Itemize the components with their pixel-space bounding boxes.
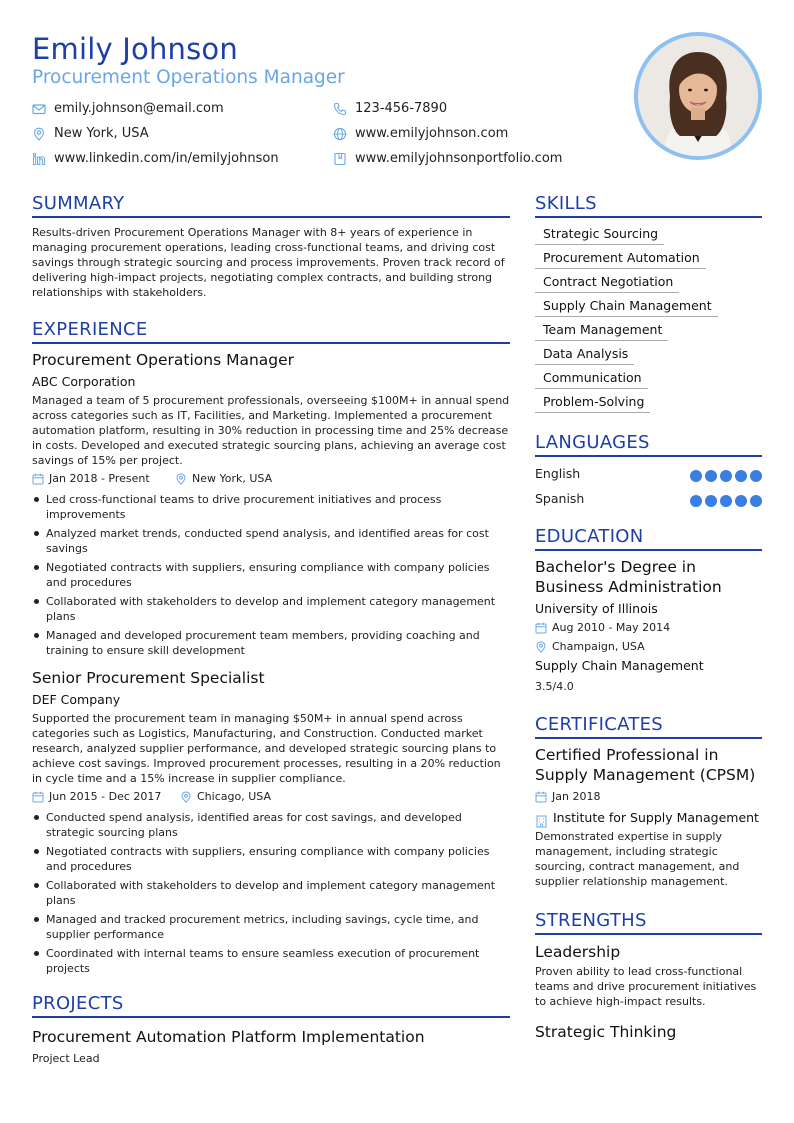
strengths-heading: STRENGTHS — [535, 909, 762, 935]
level-dot — [720, 495, 732, 507]
skill-tag: Procurement Automation — [535, 248, 706, 269]
job-meta — [32, 471, 510, 487]
major-text: Supply Chain Management — [535, 658, 704, 673]
list-item: Coordinated with internal teams to ensure seamless execution of procurement projects — [32, 946, 510, 976]
job-location: New York, USA — [192, 472, 273, 485]
language-level — [690, 470, 762, 482]
list-item: Negotiated contracts with suppliers, ensuring compliance with company policies and procedures — [32, 560, 510, 590]
issuer-text: Institute for Supply Management — [553, 810, 759, 825]
level-dot — [750, 495, 762, 507]
certificate-date — [535, 789, 762, 805]
date-range: Aug 2010 - May 2014 — [552, 621, 671, 634]
skill-tag: Data Analysis — [535, 344, 634, 365]
job-location: Chicago, USA — [197, 790, 271, 803]
level-dot — [690, 470, 702, 482]
list-item: Negotiated contracts with suppliers, ensuring compliance with company policies and procedures — [32, 844, 510, 874]
project-title: Procurement Automation Platform Implementation — [32, 1028, 425, 1046]
company-name: DEF Company — [32, 692, 121, 707]
level-dot — [750, 470, 762, 482]
level-dot — [705, 495, 717, 507]
summary-heading: SUMMARY — [32, 192, 510, 218]
linkedin-icon — [32, 152, 46, 166]
phone-text: 123-456-7890 — [355, 101, 448, 116]
candidate-title: Procurement Operations Manager — [32, 67, 345, 88]
email-text: emily.johnson@email.com — [54, 101, 224, 116]
certificates-heading: CERTIFICATES — [535, 713, 762, 739]
website-text: www.emilyjohnson.com — [355, 126, 509, 141]
list-item: Managed and developed procurement team members, providing coaching and training to ensure skill development — [32, 628, 510, 658]
job-title: Senior Procurement Specialist — [32, 669, 265, 687]
skill-tag: Communication — [535, 368, 648, 389]
education-location — [535, 639, 762, 655]
language-row — [535, 465, 762, 490]
project-role: Project Lead — [32, 1052, 100, 1065]
calendar-icon — [32, 473, 44, 485]
job-bullets — [32, 492, 510, 658]
map-pin-icon — [535, 641, 547, 653]
languages-heading: LANGUAGES — [535, 431, 762, 457]
strength-description: Proven ability to lead cross-functional teams and drive procurement initiatives to achieve high-impact results. — [535, 965, 757, 1008]
calendar-icon — [32, 791, 44, 803]
portrait-image — [638, 36, 758, 156]
profile-photo — [634, 32, 762, 160]
certificate-description: Demonstrated expertise in supply management, including strategic sourcing, contract management, and supplier relationship management. — [535, 830, 740, 888]
portfolio-text: www.emilyjohnsonportfolio.com — [355, 151, 563, 166]
language-name: English — [535, 466, 581, 481]
map-pin-icon — [175, 473, 187, 485]
level-dot — [735, 470, 747, 482]
calendar-icon — [535, 622, 547, 634]
list-item: Collaborated with stakeholders to develop and implement category management plans — [32, 878, 510, 908]
list-item: Conducted spend analysis, identified areas for cost savings, and developed strategic sourcing plans — [32, 810, 510, 840]
job-description: Supported the procurement team in managing $50M+ in annual spend across categories such as Logistics, Manufacturing, and Construction. Conducted market research, analyzed supplier performance, and developed strategic sourcing plans to achieve cost savings. Improved procurement processes, resulting in a 20% reduction in cycle time and a 15% increase in supplier compliance. — [32, 712, 501, 785]
job-dates: Jun 2015 - Dec 2017 — [49, 790, 162, 803]
certificate-issuer — [535, 809, 762, 826]
language-name: Spanish — [535, 491, 585, 506]
gpa-text: 3.5/4.0 — [535, 680, 574, 693]
skill-tag: Strategic Sourcing — [535, 224, 664, 245]
date-text: Jan 2018 — [552, 790, 601, 803]
globe-icon — [333, 127, 347, 141]
certificate-title: Certified Professional in Supply Management (CPSM) — [535, 746, 756, 784]
strength-title: Strategic Thinking — [535, 1023, 677, 1041]
job-bullets — [32, 810, 510, 976]
skill-tag: Supply Chain Management — [535, 296, 718, 317]
skill-tag: Team Management — [535, 320, 668, 341]
languages-list — [535, 465, 762, 515]
location-text: New York, USA — [54, 126, 149, 141]
building-icon — [535, 815, 548, 828]
list-item: Led cross-functional teams to drive procurement initiatives and process improvements — [32, 492, 510, 522]
calendar-icon — [535, 791, 547, 803]
job-entry — [32, 350, 510, 658]
school-name: University of Illinois — [535, 601, 658, 616]
level-dot — [690, 495, 702, 507]
list-item: Collaborated with stakeholders to develop and implement category management plans — [32, 594, 510, 624]
strength-title: Leadership — [535, 943, 621, 961]
job-entry — [32, 668, 510, 976]
left-column — [32, 192, 510, 1066]
education-dates — [535, 620, 762, 636]
projects-heading: PROJECTS — [32, 992, 510, 1018]
skills-list — [535, 224, 762, 416]
location-text: Champaign, USA — [552, 640, 645, 653]
experience-heading: EXPERIENCE — [32, 318, 510, 344]
map-pin-icon — [32, 127, 46, 141]
job-description: Managed a team of 5 procurement professionals, overseeing $100M+ in annual spend across categories such as IT, Facilities, and Marketing. Implemented a procurement automation platform, resulting in 30% reduction in processing time and 25% decrease in costs. Developed and executed strategic sourcing plans, achieving an average cost savings of 15% per project. — [32, 394, 510, 467]
language-level — [690, 495, 762, 507]
list-item: Analyzed market trends, conducted spend analysis, and identified areas for cost savings — [32, 526, 510, 556]
level-dot — [705, 470, 717, 482]
job-dates: Jan 2018 - Present — [49, 472, 150, 485]
bookmark-icon — [333, 152, 347, 166]
resume-header — [32, 30, 632, 90]
summary-text: Results-driven Procurement Operations Manager with 8+ years of experience in managing procurement operations, leading cross-functional teams, and driving cost savings through strategic sourcing and process improvements. Proven track record of delivering high-impact projects, negotiating complex contracts, and building strong relationships with stakeholders. — [32, 226, 505, 299]
envelope-icon — [32, 102, 46, 116]
phone-icon — [333, 102, 347, 116]
skills-heading: SKILLS — [535, 192, 762, 218]
job-title: Procurement Operations Manager — [32, 351, 295, 369]
map-pin-icon — [180, 791, 192, 803]
company-name: ABC Corporation — [32, 374, 136, 389]
level-dot — [720, 470, 732, 482]
right-column — [535, 192, 762, 1042]
level-dot — [735, 495, 747, 507]
linkedin-text: www.linkedin.com/in/emilyjohnson — [54, 151, 279, 166]
list-item: Managed and tracked procurement metrics, including savings, cycle time, and supplier performance — [32, 912, 510, 942]
language-row — [535, 490, 762, 515]
skill-tag: Problem-Solving — [535, 392, 650, 413]
job-meta — [32, 789, 510, 805]
education-heading: EDUCATION — [535, 525, 762, 551]
degree-title: Bachelor's Degree in Business Administration — [535, 558, 722, 596]
skill-tag: Contract Negotiation — [535, 272, 679, 293]
candidate-name: Emily Johnson — [32, 32, 238, 66]
